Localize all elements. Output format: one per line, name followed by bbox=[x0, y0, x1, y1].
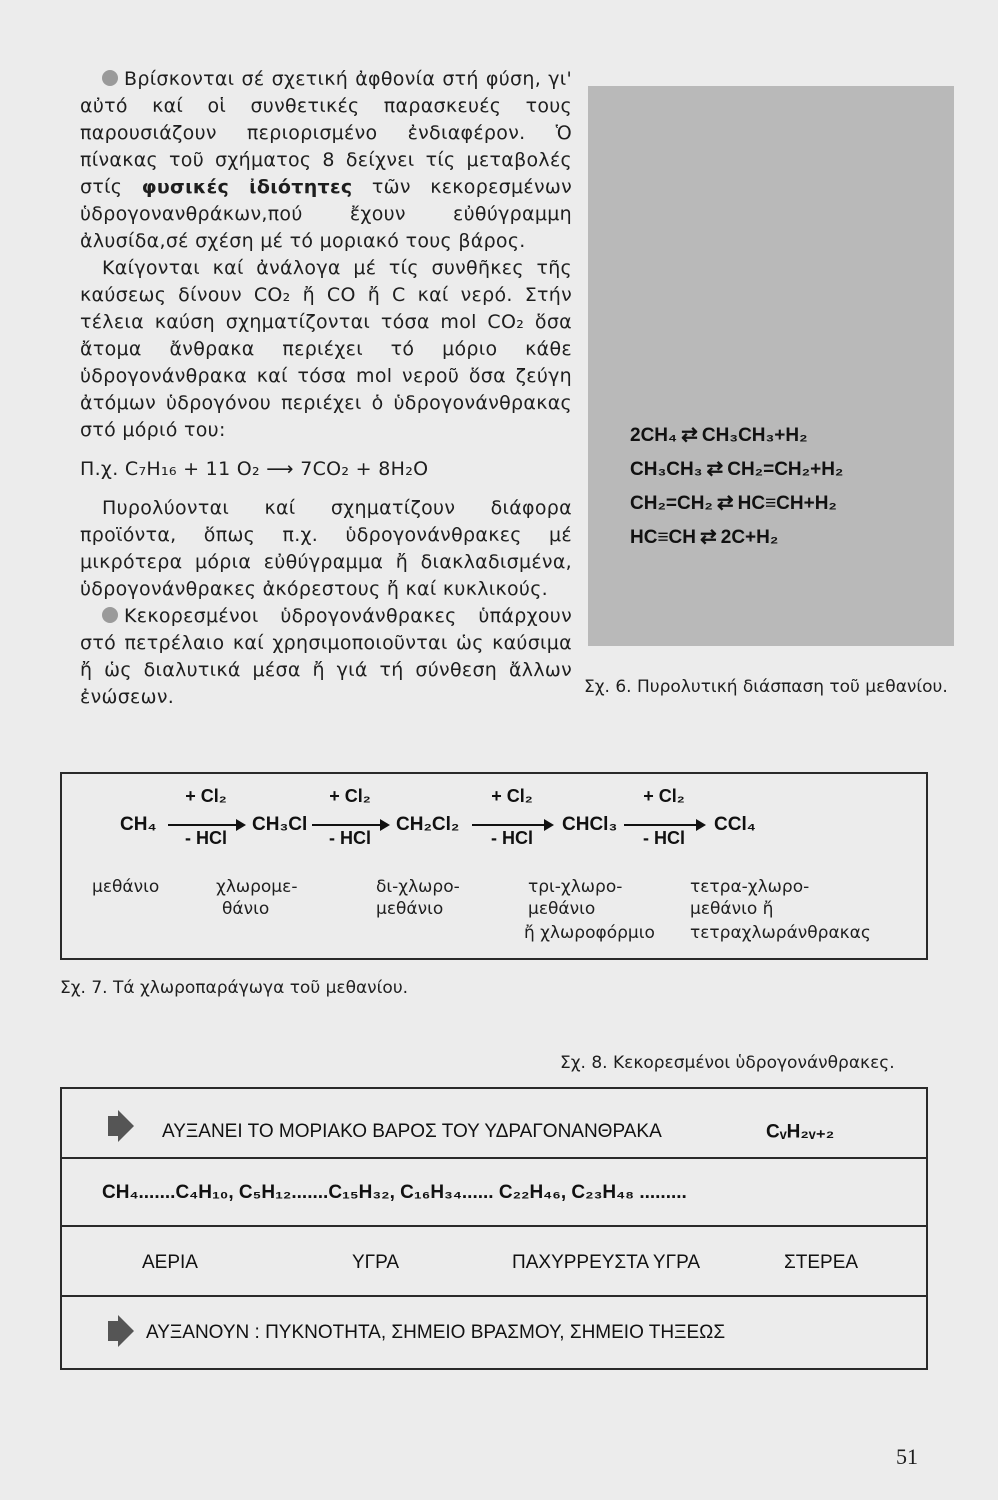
row-homologous-series: CH₄.......C₄H₁₀, C₅H₁₂.......C₁₅H₃₂, C₁₆H₃₄...... C₂₂H₄₆, C₂₃H₄₈ ......... bbox=[62, 1157, 926, 1227]
figure-6-caption: Σχ. 6. Πυρολυτική διάσπαση τοῦ μεθανίου. bbox=[584, 677, 948, 697]
compound-name: τρι-χλωρο- μεθάνιο ἤ χλωροφόρμιο bbox=[524, 877, 655, 943]
arrow-icon bbox=[624, 824, 704, 826]
equilibrium-arrow-icon: ⇄ bbox=[681, 424, 698, 446]
compound-name: μεθάνιο bbox=[92, 877, 160, 897]
figure-7-box: CH₄ + Cl₂ - HCl CH₃Cl + Cl₂ - HCl CH₂Cl₂ + Cl₂ - HCl CHCl₃ + Cl₂ - HCl CCl₄ μεθάνιο χλωρομε- θάνιο δι-χλωρο- μεθάνιο τρι-χλωρο- μεθάνιο ἤ χλωροφόρμιο τετρα-χλωρο- μεθάνιο ἤ τετραχλωράνθρακας bbox=[60, 772, 928, 960]
arrow-icon bbox=[312, 824, 388, 826]
compound-name: τετρα-χλωρο- μεθάνιο ἤ τετραχλωράνθρακας bbox=[690, 877, 871, 943]
reaction-line: 2CH₄ ⇄ CH₃CH₃+H₂ bbox=[630, 424, 808, 446]
compound: CCl₄ bbox=[714, 814, 756, 835]
body-text-column bbox=[80, 66, 572, 711]
paragraph-petroleum: Κεκορεσμένοι ὑδρογονάνθρακες ὑπάρχουν στό πετρέλαιο καί χρησιμοποιοῦνται ὡς καύσιμα ἤ ὡς διαλυτικά μέσα ἤ γιά τή σύνθεση ἄλλων ἐνώσεων. bbox=[80, 605, 572, 708]
paragraph-abundance: Βρίσκονται σέ σχετική ἀφθονία στή φύση, γι' αὐτό καί οἱ συνθετικές παρασκευές τους παρουσιάζουν περιορισμένο ἐνδιαφέρον. Ὁ πίνακας τοῦ σχήματος 8 δείχνει τίς μεταβολές στίς φυσικές ἰδιότητες τῶν κεκορεσμένων ὑδρογονανθράκων,πού ἔχουν εὐθύγραμμη ἀλυσίδα,σέ σχέση μέ τό μοριακό τους βάρος. bbox=[80, 68, 572, 252]
reaction-line: HC≡CH ⇄ 2C+H₂ bbox=[630, 526, 779, 548]
state-viscous-liquid: ΠΑΧΥΡΡΕΥΣΤΑ ΥΓΡΑ bbox=[512, 1252, 701, 1273]
arrow-icon bbox=[472, 824, 552, 826]
combustion-equation: Π.χ. C₇H₁₆ + 11 O₂ ⟶ 7CO₂ + 8H₂O bbox=[80, 458, 429, 480]
compound: CH₄ bbox=[120, 814, 157, 835]
state-solid: ΣΤΕΡΕΑ bbox=[784, 1252, 859, 1273]
equilibrium-arrow-icon: ⇄ bbox=[699, 526, 717, 548]
paragraph-pyrolysis: Πυρολύονται καί σχηματίζουν διάφορα προϊόντα, ὅπως π.χ. ὑδρογονάνθρακες μέ μικρότερα μόρια εὐθύγραμμα ἤ διακλαδισμένα, ὑδρογονάνθρακες ἀκόρεστους ἤ καί κυκλικούς. bbox=[80, 497, 572, 600]
figure-7-caption: Σχ. 7. Τά χλωροπαράγωγα τοῦ μεθανίου. bbox=[60, 978, 409, 998]
equilibrium-arrow-icon: ⇄ bbox=[716, 492, 734, 514]
row-molar-mass-label: ΑΥΞΑΝΕΙ ΤΟ ΜΟΡΙΑΚΟ ΒΑΡΟΣ ΤΟΥ ΥΔΡΑΓΟΝΑΝΘΡΑΚΑ bbox=[162, 1121, 662, 1142]
block-arrow-icon bbox=[108, 1110, 134, 1142]
figure-8-caption: Σχ. 8. Κεκορεσμένοι ὑδρογονάνθρακες. bbox=[560, 1053, 895, 1073]
figure-6-panel bbox=[588, 86, 954, 646]
reaction-line: CH₃CH₃ ⇄ CH₂=CH₂+H₂ bbox=[630, 458, 844, 480]
state-gas: ΑΕΡΙΑ bbox=[142, 1252, 198, 1273]
compound: CH₂Cl₂ bbox=[396, 814, 460, 835]
bullet-dot-icon bbox=[102, 70, 118, 86]
row-physical-state bbox=[62, 1225, 926, 1297]
figure-8-table bbox=[60, 1087, 928, 1370]
bold-term: φυσικές ἰδιότητες bbox=[141, 176, 353, 198]
state-liquid: ΥΓΡΑ bbox=[352, 1252, 400, 1273]
bullet-dot-icon bbox=[102, 607, 118, 623]
general-formula: CᵥH₂ᵥ₊₂ bbox=[766, 1121, 835, 1143]
row-increasing-properties: ΑΥΞΑΝΟΥΝ : ΠΥΚΝΟΤΗΤΑ, ΣΗΜΕΙΟ ΒΡΑΣΜΟΥ, ΣΗΜΕΙΟ ΤΗΞΕΩΣ bbox=[62, 1295, 926, 1370]
compound: CH₃Cl bbox=[252, 814, 308, 835]
page-number: 51 bbox=[896, 1444, 918, 1469]
reaction-line: CH₂=CH₂ ⇄ HC≡CH+H₂ bbox=[630, 492, 837, 514]
block-arrow-icon bbox=[108, 1315, 134, 1347]
compound-name: χλωρομε- θάνιο bbox=[216, 877, 298, 919]
paragraph-combustion: Καίγονται καί ἀνάλογα μέ τίς συνθῆκες τῆς καύσεως δίνουν CO₂ ἤ CO ἤ C καί νερό. Στήν τέλεια καύση σχηματίζονται τόσα mol CO₂ ὅσα ἄτομα ἄνθρακα περιέχει τό μόριο κάθε ὑδρογονάνθρακα καί τόσα mol νεροῦ ὅσα ζεύγη ἀτόμων ὑδρογόνου περιέχει ὁ ὑδρογονάνθρακας στό μόριό του: bbox=[80, 257, 572, 441]
equilibrium-arrow-icon: ⇄ bbox=[706, 458, 724, 480]
compound: CHCl₃ bbox=[562, 814, 618, 835]
arrow-icon bbox=[168, 824, 244, 826]
compound-name: δι-χλωρο- μεθάνιο bbox=[376, 877, 460, 919]
